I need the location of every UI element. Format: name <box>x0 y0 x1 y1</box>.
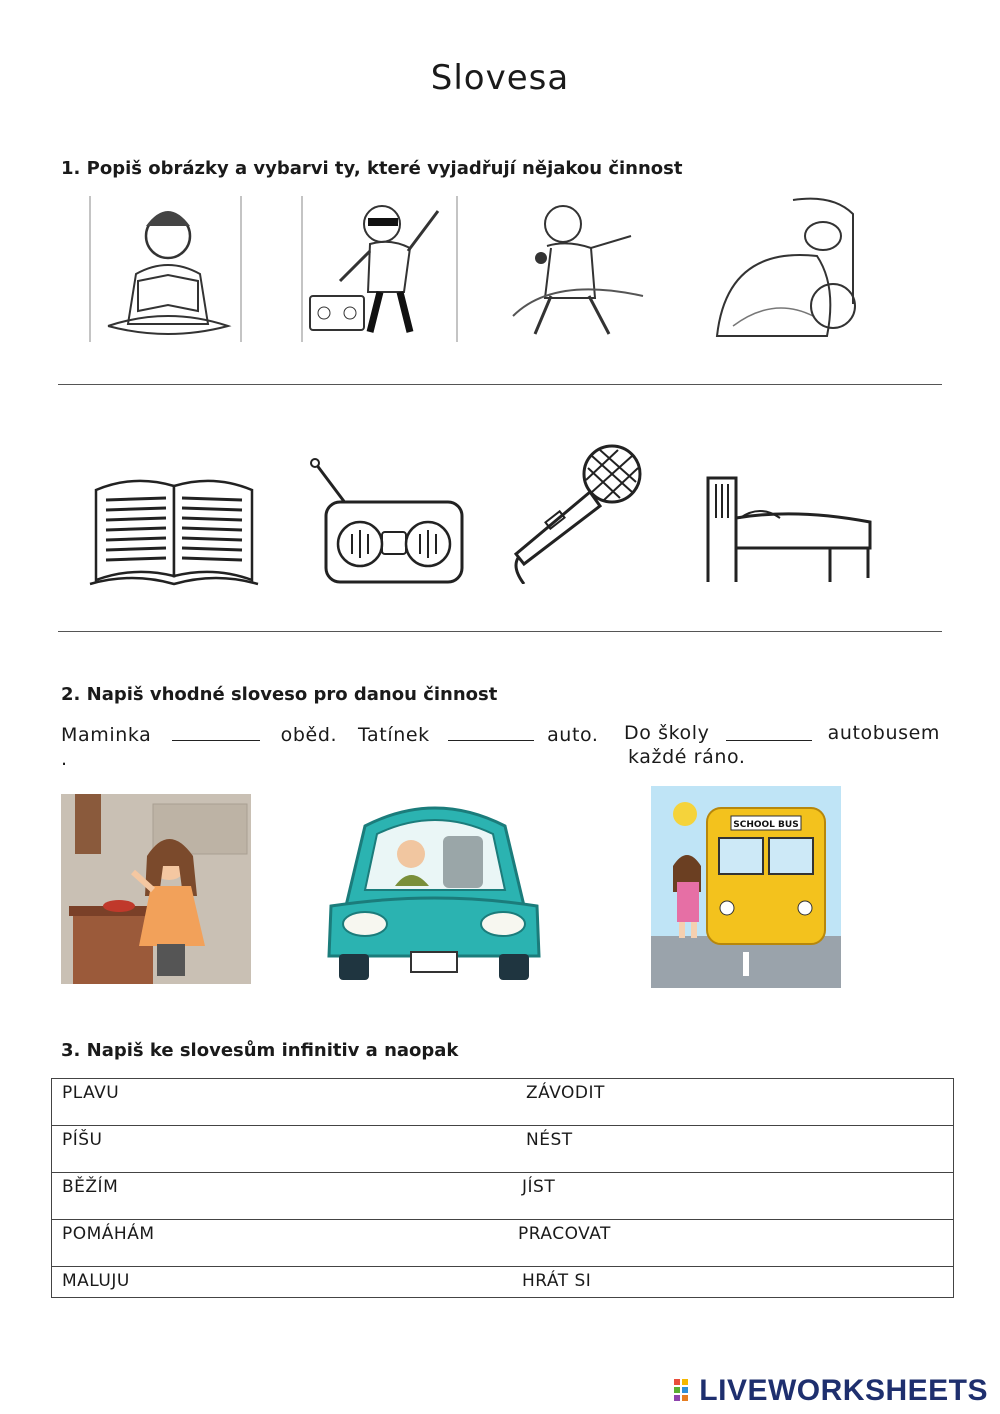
verb-cell: POMÁHÁM <box>52 1220 499 1267</box>
answer-blank-skola[interactable] <box>726 722 812 741</box>
table-row <box>52 1173 954 1220</box>
section-3-heading: 3. Napiš ke slovesům infinitiv a naopak <box>61 1040 459 1061</box>
verb-cell: PÍŠU <box>52 1126 499 1173</box>
verb-cell: PLAVU <box>52 1079 499 1126</box>
singing-boy-image <box>503 196 653 344</box>
radio-image <box>306 458 468 586</box>
sentence-tatinek: Tatínek auto. <box>358 724 599 746</box>
father-driving-image <box>325 796 543 984</box>
section-1-heading: 1. Popiš obrázky a vybarvi ty, které vyjadřují nějakou činnost <box>61 158 683 179</box>
microphone-image <box>508 442 644 584</box>
table-row <box>52 1267 954 1298</box>
section-2-heading: 2. Napiš vhodné sloveso pro danou činnost <box>61 684 498 705</box>
verb-table <box>51 1078 954 1298</box>
sentence-maminka: Maminka oběd. <box>61 724 338 746</box>
mother-cooking-image <box>61 794 251 984</box>
verb-cell: PRACOVAT <box>498 1220 954 1267</box>
open-book-image <box>86 470 262 590</box>
verb-cell: JÍST <box>498 1173 954 1220</box>
sentence-skola: Do školy autobusem každé ráno. <box>624 722 940 768</box>
liveworksheets-logo-icon <box>674 1379 696 1403</box>
divider-2 <box>58 631 942 632</box>
sleeping-child-image <box>713 196 863 344</box>
verb-cell: MALUJU <box>52 1267 499 1298</box>
verb-cell: HRÁT SI <box>498 1267 954 1298</box>
table-row <box>52 1079 954 1126</box>
bus-sign: SCHOOL BUS <box>733 820 799 830</box>
table-row <box>52 1220 954 1267</box>
table-row <box>52 1126 954 1173</box>
liveworksheets-logo[interactable]: LIVEWORKSHEETS <box>674 1374 988 1408</box>
verb-cell: NÉST <box>498 1126 954 1173</box>
divider-1 <box>58 384 942 385</box>
page-title: Slovesa <box>430 58 570 98</box>
answer-blank-maminka[interactable] <box>172 722 260 741</box>
bed-image <box>700 462 876 586</box>
answer-blank-tatinek[interactable] <box>448 722 534 741</box>
school-bus-image <box>651 786 841 988</box>
verb-cell: BĚŽÍM <box>52 1173 499 1220</box>
stray-dot: . <box>61 748 68 770</box>
dancing-person-image <box>300 196 460 344</box>
verb-cell: ZÁVODIT <box>498 1079 954 1126</box>
reading-child-image <box>88 196 244 344</box>
